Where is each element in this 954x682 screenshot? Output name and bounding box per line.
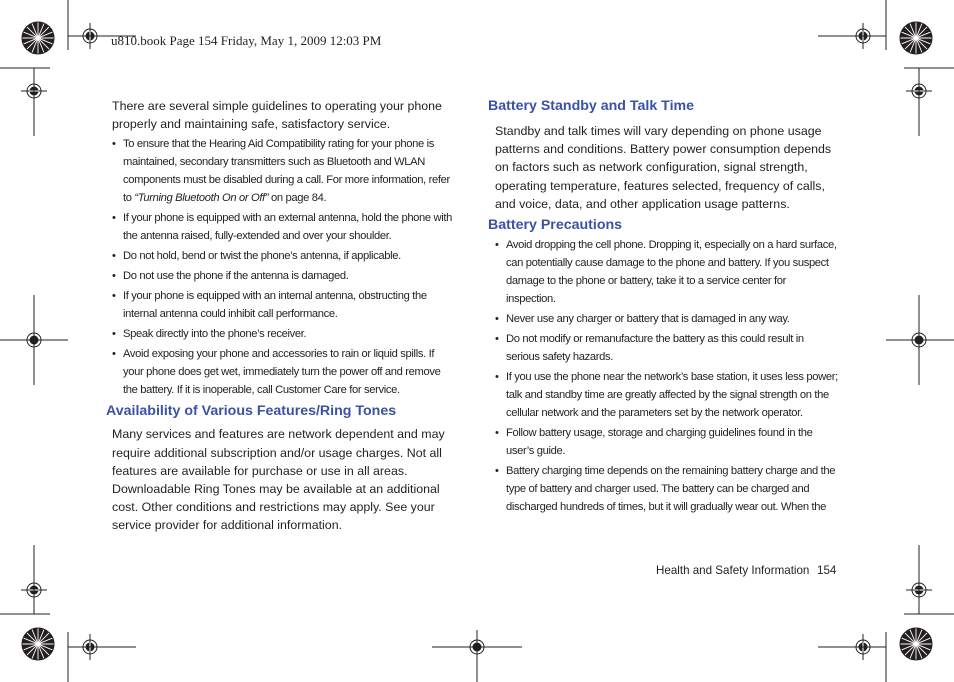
- footer-section-title: Health and Safety Information: [656, 564, 810, 577]
- list-item: • If your phone is equipped with an internal antenna, obstructing the internal antenna could inhibit call performance.: [112, 290, 427, 321]
- list-item: • Do not modify or remanufacture the battery as this could result in serious safety hazards.: [495, 333, 804, 364]
- page-number: 154: [817, 564, 837, 577]
- print-slug: u810.book Page 154 Friday, May 1, 2009 12:03 PM: [111, 33, 382, 48]
- section-heading: Battery Standby and Talk Time: [488, 98, 695, 114]
- list-item: • Avoid exposing your phone and accessories to rain or liquid spills. If your phone does get wet, immediately turn the power off and remove the battery. If it is inoperable, call Customer Care for service.: [112, 348, 441, 397]
- intro-paragraph: There are several simple guidelines to operating your phone properly and maintaining safe, satisfactory service.: [112, 99, 442, 132]
- list-item: • Battery charging time depends on the remaining battery charge and the type of battery and charger used. The battery can be charged and discharged hundreds of times, but it will gradually wear out. When the: [495, 465, 836, 514]
- section-heading: Battery Precautions: [488, 217, 623, 234]
- list-item: • To ensure that the Hearing Aid Compatibility rating for your phone is maintained, secondary transmitters such as Bluetooth and WLAN components must be disabled during a call. For more information, refer to “Turning Bluetooth On or Off” on page 84.: [112, 138, 450, 205]
- list-item: • Follow battery usage, storage and charging guidelines found in the user’s guide.: [495, 427, 813, 458]
- usage-guidelines-list: [112, 135, 457, 399]
- battery-precautions-list: [495, 236, 838, 516]
- list-item: • Do not use the phone if the antenna is damaged.: [112, 270, 349, 283]
- list-item: • If your phone is equipped with an external antenna, hold the phone with the antenna raised, fully-extended and over your shoulder.: [112, 212, 453, 243]
- list-item: • Do not hold, bend or twist the phone’s antenna, if applicable.: [112, 250, 401, 263]
- cross-reference[interactable]: “Turning Bluetooth On or Off”: [134, 192, 269, 205]
- list-item: • Avoid dropping the cell phone. Dropping it, especially on a hard surface, can potentially cause damage to the phone and battery. If you suspect damage to the phone or battery, take it to a service center for inspection.: [495, 239, 837, 306]
- list-item: • Never use any charger or battery that is damaged in any way.: [495, 313, 790, 326]
- left-column: [106, 97, 457, 535]
- standby-paragraph: Standby and talk times will vary depending on phone usage patterns and conditions. Battery power consumption depends on factors such as network configuration, signal strength, operating temperature, features selected, frequency of calls, and voice, data, and other application usage patterns.: [495, 124, 832, 211]
- features-paragraph: Many services and features are network dependent and may require additional subscription and/or usage charges. Not all features are available for purchase or use in all areas. Downloadable Ring Tones may be available at an additional cost. Other conditions and restrictions may apply. See your service provider for additional information.: [112, 427, 445, 533]
- list-item: • Speak directly into the phone’s receiver.: [112, 328, 307, 341]
- right-column: [488, 97, 838, 516]
- section-heading: Availability of Various Features/Ring Tones: [106, 403, 397, 420]
- list-item: • If you use the phone near the network’s base station, it uses less power; talk and standby time are greatly affected by the signal strength on the cellular network and the parameters set by the network operator.: [495, 371, 838, 420]
